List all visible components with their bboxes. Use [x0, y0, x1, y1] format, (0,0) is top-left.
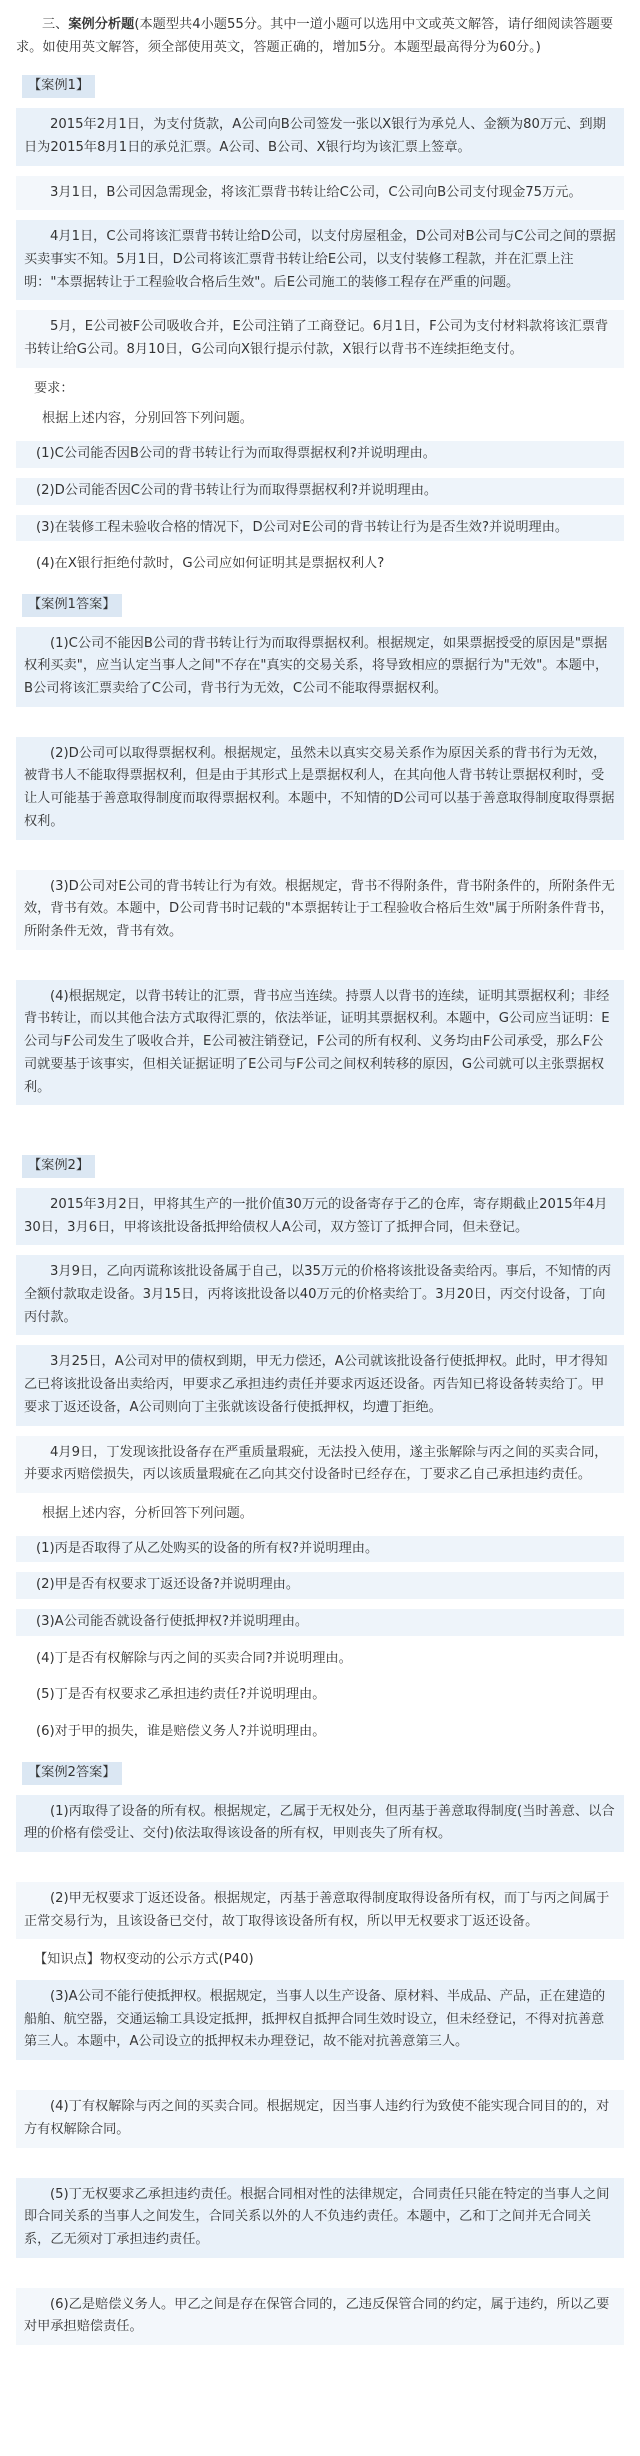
case1-answer: (1)C公司不能因B公司的背书转让行为而取得票据权利。根据规定，如果票据授受的原因是"票据权利买卖"，应当认定当事人之间"不存在"真实的交易关系，将导致相应的票据行为"无效"。本题中，B公司将该汇票卖给了C公司，背书行为无效，C公司不能取得票据权利。 — [16, 627, 624, 707]
case1-question: (2)D公司能否因C公司的背书转让行为而取得票据权利?并说明理由。 — [16, 478, 624, 505]
case1-answer: (4)根据规定，以背书转让的汇票，背书应当连续。持票人以背书的连续，证明其票据权利；非经背书转让，而以其他合法方式取得汇票的，依法举证，证明其票据权利。本题中，G公司应当证明：E公司与F公司发生了吸收合并，E公司被注销登记，F公司的所有权利、义务均由F公司承受，那么F公司就要基于该事实，但相关证据证明了E公司与F公司之间权利转移的原因，G公司就可以主张票据权利。 — [16, 980, 624, 1106]
case1-paragraph: 5月，E公司被F公司吸收合并，E公司注销了工商登记。6月1日，F公司为支付材料款将该汇票背书转让给G公司。8月10日，G公司向X银行提示付款，X银行以背书不连续拒绝支付。 — [16, 310, 624, 367]
spacer — [16, 2158, 624, 2178]
case2-paragraph: 4月9日，丁发现该批设备存在严重质量瑕疵，无法投入使用，遂主张解除与丙之间的买卖合同，并要求丙赔偿损失，丙以该质量瑕疵在乙向其交付设备时已经存在，丁要求乙自己承担违约责任。 — [16, 1436, 624, 1493]
case2-paragraph: 3月25日，A公司对甲的债权到期，甲无力偿还，A公司就该批设备行使抵押权。此时，甲才得知乙已将该批设备出卖给丙，甲要求乙承担违约责任并要求丙返还设备。丙告知已将设备转卖给丁。甲要求丁返还设备，A公司则向丁主张就该设备行使抵押权，均遭丁拒绝。 — [16, 1345, 624, 1425]
case2-question: (6)对于甲的损失，谁是赔偿义务人?并说明理由。 — [36, 1724, 326, 1740]
case2-answer: (3)A公司不能行使抵押权。根据规定，当事人以生产设备、原材料、半成品、产品，正在建造的船舶、航空器，交通运输工具设定抵押，抵押权自抵押合同生效时设立，但未经登记，不得对抗善意第三人。本题中，A公司设立的抵押权未办理登记，故不能对抗善意第三人。 — [16, 1980, 624, 2060]
intro-title: 案例分析题 — [68, 17, 135, 32]
case1-paragraph: 3月1日，B公司因急需现金，将该汇票背书转让给C公司，C公司向B公司支付现金75万元。 — [16, 176, 624, 211]
case2-answer: (4)丁有权解除与丙之间的买卖合同。根据规定，因当事人违约行为致使不能实现合同目的的，对方有权解除合同。 — [16, 2090, 624, 2147]
knowledge-point — [16, 1949, 624, 1972]
case1-question: (3)在装修工程未验收合格的情况下，D公司对E公司的背书转让行为是否生效?并说明理由。 — [16, 515, 624, 542]
case2-label: 【案例2】 — [22, 1155, 95, 1178]
case2-question: (5)丁是否有权要求乙承担违约责任?并说明理由。 — [36, 1687, 326, 1703]
case1-question: (4)在X银行拒绝付款时，G公司应如何证明其是票据权利人? — [36, 556, 385, 572]
knowledge-label: 【知识点】 — [34, 1952, 100, 1968]
case2-paragraph: 3月9日，乙向丙谎称该批设备属于自己，以35万元的价格将该批设备卖给丙。事后，不知情的丙全额付款取走设备。3月15日，丙将该批设备以40万元的价格卖给丁。3月20日，丙交付设备，丁向丙付款。 — [16, 1255, 624, 1335]
spacer — [16, 2268, 624, 2288]
spacer — [16, 1862, 624, 1882]
case1-question: (1)C公司能否因B公司的背书转让行为而取得票据权利?并说明理由。 — [16, 441, 624, 468]
case2-question: (3)A公司能否就设备行使抵押权?并说明理由。 — [16, 1609, 624, 1636]
case2-answer-label: 【案例2答案】 — [22, 1762, 122, 1785]
section-intro — [16, 14, 624, 59]
case1-label: 【案例1】 — [22, 75, 95, 98]
spacer — [16, 717, 624, 737]
spacer — [16, 850, 624, 870]
case2-paragraph: 2015年3月2日，甲将其生产的一批价值30万元的设备寄存于乙的仓库，寄存期截止2015年4月30日，3月6日，甲将该批设备抵押给债权人A公司，双方签订了抵押合同，但未登记。 — [16, 1188, 624, 1245]
case2-answer: (6)乙是赔偿义务人。甲乙之间是存在保管合同的，乙违反保管合同的约定，属于违约，所以乙要对甲承担赔偿责任。 — [16, 2288, 624, 2345]
spacer — [16, 1115, 624, 1149]
case2-requirement-intro: 根据上述内容，分析回答下列问题。 — [42, 1505, 253, 1521]
knowledge-text: 物权变动的公示方式(P40) — [99, 1952, 254, 1968]
case2-answer: (5)丁无权要求乙承担违约责任。根据合同相对性的法律规定，合同责任只能在特定的当事人之间即合同关系的当事人之间发生，合同关系以外的人不负违约责任。本题中，乙和丁之间并无合同关系，乙无须对丁承担违约责任。 — [16, 2178, 624, 2258]
intro-text: (本题型共4小题55分。其中一道小题可以选用中文或英文解答，请仔细阅读答题要求。如使用英文解答，须全部使用英文，答题正确的，增加5分。本题型最高得分为60分。) — [16, 17, 614, 55]
case2-answer: (1)丙取得了设备的所有权。根据规定，乙属于无权处分，但丙基于善意取得制度(当时善意、以合理的价格有偿受让、交付)依法取得该设备的所有权，甲则丧失了所有权。 — [16, 1795, 624, 1852]
case1-paragraph: 2015年2月1日，为支付货款，A公司向B公司签发一张以X银行为承兑人、金额为80万元、到期日为2015年8月1日的承兑汇票。A公司、B公司、X银行均为该汇票上签章。 — [16, 108, 624, 165]
case1-requirement-label: 要求： — [34, 380, 74, 396]
case1-answer-label: 【案例1答案】 — [22, 594, 122, 617]
case1-answer: (3)D公司对E公司的背书转让行为有效。根据规定，背书不得附条件，背书附条件的，所附条件无效，背书有效。本题中，D公司背书时记载的"本票据转让于工程验收合格后生效"属于所附条件背书，所附条件无效，背书有效。 — [16, 870, 624, 950]
spacer — [16, 2070, 624, 2090]
intro-prefix: 三、 — [42, 17, 69, 32]
case1-paragraph: 4月1日，C公司将该汇票背书转让给D公司，以支付房屋租金，D公司对B公司与C公司之间的票据买卖事实不知。5月1日，D公司将该汇票背书转让给E公司，以支付装修工程款，并在汇票上注明："本票据转让于工程验收合格后生效"。后E公司施工的装修工程存在严重的问题。 — [16, 220, 624, 300]
case2-answer: (2)甲无权要求丁返还设备。根据规定，丙基于善意取得制度取得设备所有权，而丁与丙之间属于正常交易行为，且该设备已交付，故丁取得该设备所有权，所以甲无权要求丁返还设备。 — [16, 1882, 624, 1939]
case2-question: (2)甲是否有权要求丁返还设备?并说明理由。 — [16, 1572, 624, 1599]
case2-question: (4)丁是否有权解除与丙之间的买卖合同?并说明理由。 — [36, 1650, 352, 1666]
case1-answer: (2)D公司可以取得票据权利。根据规定，虽然未以真实交易关系作为原因关系的背书行为无效，被背书人不能取得票据权利，但是由于其形式上是票据权利人，在其向他人背书转让票据权利时，受让人可能基于善意取得制度而取得票据权利。本题中，不知情的D公司可以基于善意取得制度取得票据权利。 — [16, 737, 624, 840]
case2-question: (1)丙是否取得了从乙处购买的设备的所有权?并说明理由。 — [16, 1536, 624, 1563]
spacer — [16, 960, 624, 980]
case1-requirement-intro: 根据上述内容，分别回答下列问题。 — [42, 411, 253, 427]
